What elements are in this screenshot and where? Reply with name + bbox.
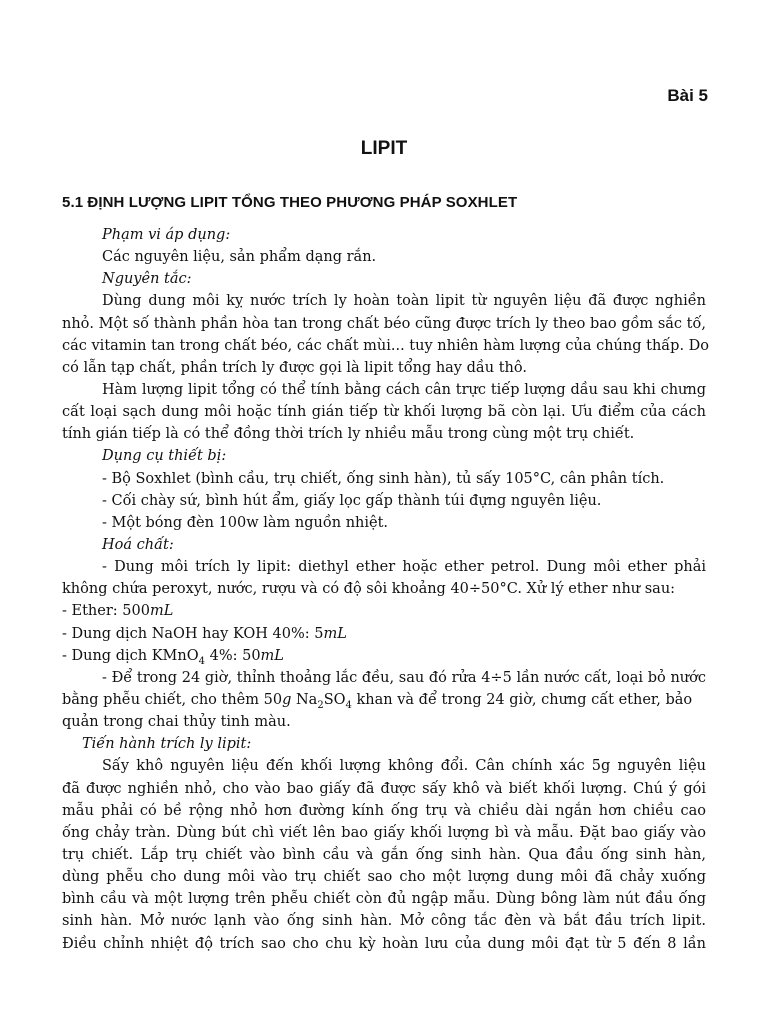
section-heading: 5.1 ĐỊNH LƯỢNG LIPIT TỔNG THEO PHƯƠNG PHÁP SOXHLET bbox=[62, 194, 518, 211]
scope-text: Các nguyên liệu, sản phẩm dạng rắn. bbox=[102, 249, 377, 266]
chemicals-line: - Dung môi trích ly lipit: diethyl ether hoặc ether petrol. Dung môi ether phải bbox=[102, 559, 706, 576]
procedure-line: đã được nghiền nhỏ, cho vào bao giấy đã được sấy khô và biết khối lượng. Chú ý gói bbox=[62, 780, 706, 797]
procedure-line: mẫu phải có bề rộng nhỏ hơn đường kính ống trụ và chiều dài ngắn hơn chiều cao bbox=[62, 802, 706, 819]
kmno4-item: - Dung dịch KMnO$_4$ 4%: 50mL bbox=[62, 647, 284, 667]
paragraph-line: tính gián tiếp là có thể đồng thời trích ly nhiều mẫu trong cùng một trụ chiết. bbox=[62, 426, 635, 443]
naoh-item: - Dung dịch NaOH hay KOH 40%: 5mL bbox=[62, 625, 347, 642]
page-title: LIPIT bbox=[360, 138, 408, 159]
procedure-line: Sấy khô nguyên liệu đến khối lượng không đổi. Cân chính xác 5g nguyên liệu bbox=[102, 758, 706, 775]
scope-heading: Phạm vi áp dụng: bbox=[102, 227, 231, 243]
treatment-line: - Để trong 24 giờ, thỉnh thoảng lắc đều, sau đó rửa 4÷5 lần nước cất, loại bỏ nước bbox=[102, 669, 706, 686]
paragraph-line: cất loại sạch dung môi hoặc tính gián tiếp từ khối lượng bã còn lại. Ưu điểm của cách bbox=[62, 404, 706, 421]
principle-heading: Nguyên tắc: bbox=[102, 271, 192, 288]
procedure-line: Điều chỉnh nhiệt độ trích sao cho chu kỳ hoàn lưu của dung môi đạt từ 5 đến 8 lần bbox=[62, 935, 706, 952]
procedure-line: sinh hàn. Mở nước lạnh vào ống sinh hàn. Mở công tắc đèn và bắt đầu trích lipit. bbox=[62, 913, 706, 930]
procedure-line: trụ chiết. Lắp trụ chiết vào bình cầu và gắn ống sinh hàn. Qua đầu ống sinh hàn, bbox=[62, 846, 706, 863]
equipment-item: - Cối chày sứ, bình hút ẩm, giấy lọc gấp thành túi đựng nguyên liệu. bbox=[102, 492, 602, 509]
equipment-item: - Bộ Soxhlet (bình cầu, trụ chiết, ống sinh hàn), tủ sấy 105°C, cân phân tích. bbox=[102, 470, 665, 487]
equipment-item: - Một bóng đèn 100w làm nguồn nhiệt. bbox=[102, 514, 389, 531]
procedure-heading: Tiến hành trích ly lipit: bbox=[82, 736, 252, 753]
equipment-heading: Dụng cụ thiết bị: bbox=[102, 448, 227, 465]
treatment-line: quản trong chai thủy tinh màu. bbox=[62, 714, 291, 731]
paragraph-line: các vitamin tan trong chất béo, các chất mùi... tuy nhiên hàm lượng của chúng thấp. Do bbox=[62, 337, 710, 354]
paragraph-line: Hàm lượng lipit tổng có thể tính bằng cách cân trực tiếp lượng dầu sau khi chưng bbox=[102, 381, 706, 398]
procedure-line: bình cầu và một lượng trên phễu chiết còn đủ ngập mẫu. Dùng bông làm nút đầu ống bbox=[62, 891, 706, 908]
document-body bbox=[62, 224, 710, 955]
procedure-line: dùng phễu cho dung môi vào trụ chiết sao cho một lượng dung môi đã chảy xuống bbox=[62, 869, 706, 886]
ether-item: - Ether: 500mL bbox=[62, 603, 174, 620]
paragraph-line: nhỏ. Một số thành phần hòa tan trong chất béo cũng được trích ly theo bao gồm sắc tố, bbox=[62, 315, 706, 332]
chemicals-heading: Hoá chất: bbox=[102, 536, 174, 553]
procedure-line: ống chảy tràn. Dùng bút chì viết lên bao giấy khối lượng bì và mẫu. Đặt bao giấy vào bbox=[62, 824, 706, 841]
paragraph-line: Dùng dung môi kỵ nước trích ly hoàn toàn lipit từ nguyên liệu đã được nghiền bbox=[102, 293, 706, 310]
lesson-number: Bài 5 bbox=[667, 86, 708, 105]
treatment-line: bằng phễu chiết, cho thêm 50g $Na_2SO_4$ khan và để trong 24 giờ, chưng cất ether, bảo bbox=[62, 691, 693, 711]
chemicals-line: không chứa peroxyt, nước, rượu và có độ sôi khoảng 40÷50°C. Xử lý ether như sau: bbox=[62, 581, 676, 598]
paragraph-line: có lẫn tạp chất, phần trích ly được gọi là lipit tổng hay dầu thô. bbox=[62, 359, 527, 376]
